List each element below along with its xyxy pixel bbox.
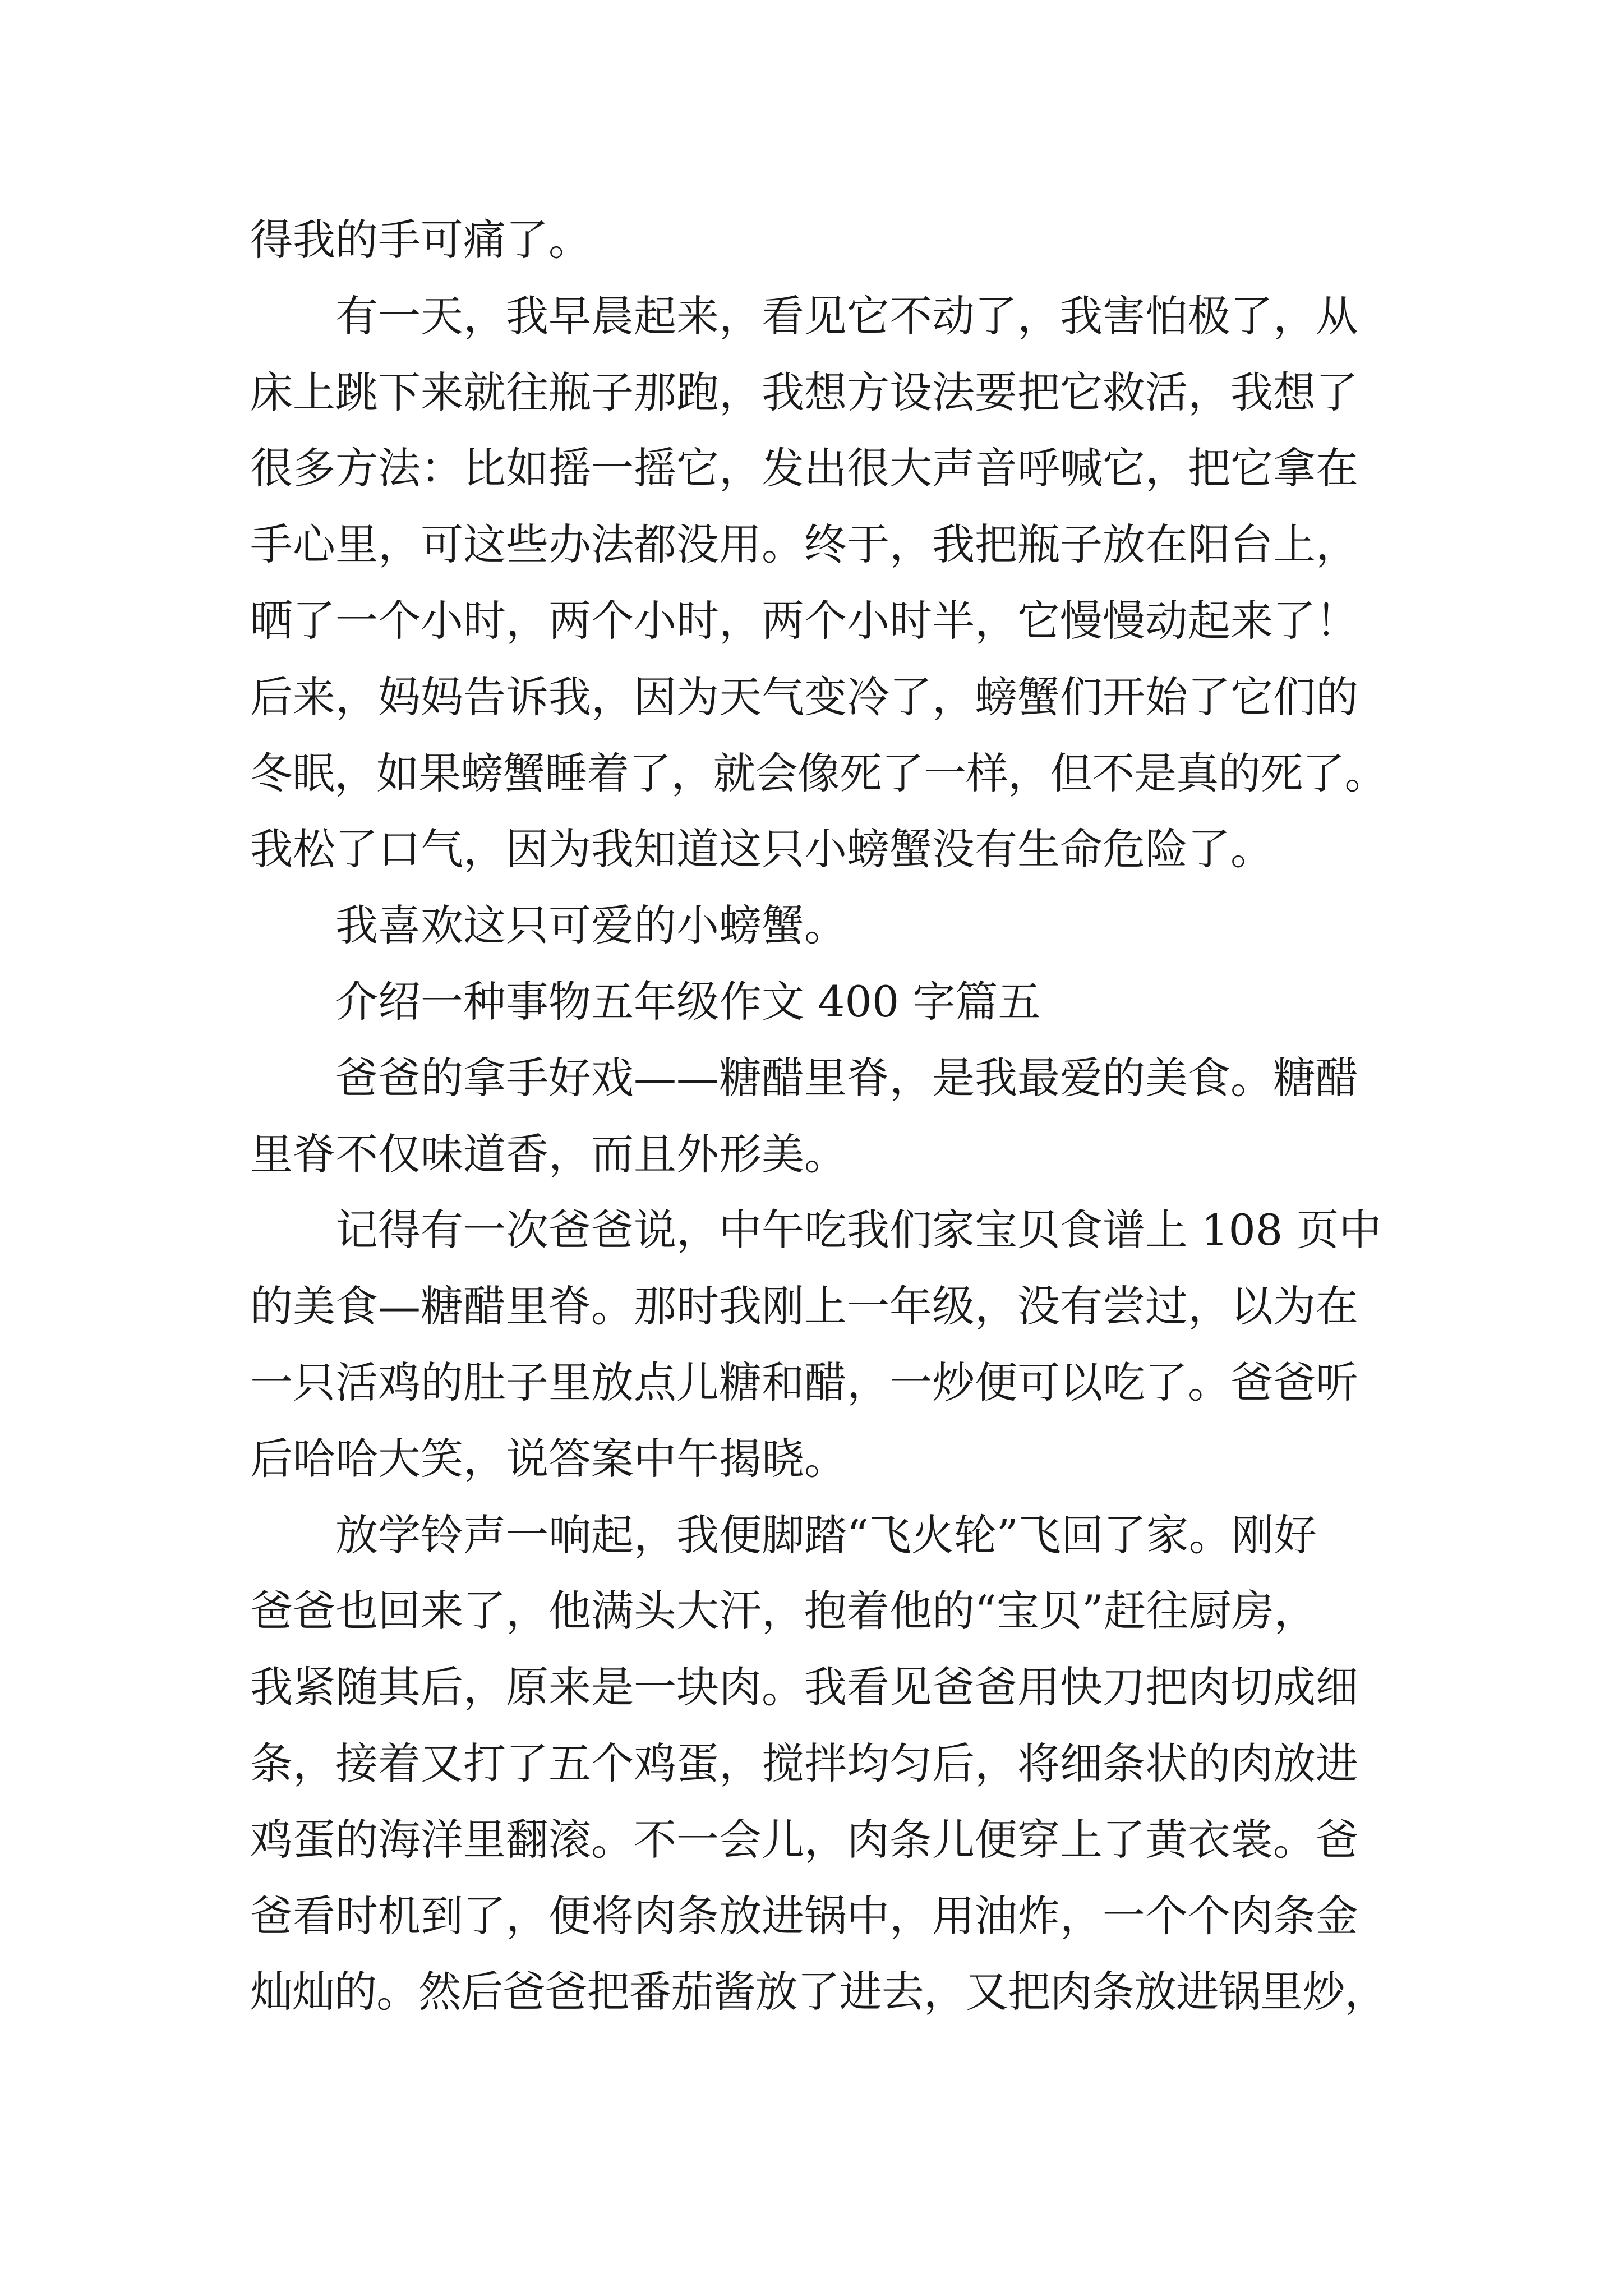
- text-line: 爸爸也回来了，他满头大汗，抱着他的“宝贝”赶往厨房，: [250, 1586, 1317, 1636]
- text-line: 灿灿的。然后爸爸把番茄酱放了进去，又把肉条放进锅里炒，: [250, 1967, 1387, 2017]
- text-line: 手心里，可这些办法都没用。终于，我把瓶子放在阳台上，: [250, 519, 1358, 570]
- text-line: 里脊不仅味道香，而且外形美。: [250, 1129, 847, 1179]
- text-line: 床上跳下来就往瓶子那跑，我想方设法要把它救活，我想了: [250, 367, 1358, 417]
- text-line: 爸爸的拿手好戏——糖醋里脊，是我最爱的美食。糖醋: [335, 1052, 1358, 1103]
- text-line: 晒了一个小时，两个小时，两个小时半，它慢慢动起来了！: [250, 595, 1358, 646]
- text-line: 后哈哈大笑，说答案中午揭晓。: [250, 1433, 847, 1484]
- text-line: 很多方法：比如摇一摇它，发出很大声音呼喊它，把它拿在: [250, 443, 1358, 494]
- text-line: 冬眠，如果螃蟹睡着了，就会像死了一样，但不是真的死了。: [250, 748, 1387, 798]
- text-line: 得我的手可痛了。: [250, 215, 591, 265]
- text-line: 我松了口气，因为我知道这只小螃蟹没有生命危险了。: [250, 824, 1273, 875]
- text-line: 介绍一种事物五年级作文 400 字篇五: [335, 976, 1041, 1027]
- text-line: 后来，妈妈告诉我，因为天气变冷了，螃蟹们开始了它们的: [250, 671, 1358, 722]
- text-line: 爸看时机到了，便将肉条放进锅中，用油炸，一个个肉条金: [250, 1890, 1358, 1941]
- text-line: 我紧随其后，原来是一块肉。我看见爸爸用快刀把肉切成细: [250, 1662, 1358, 1713]
- text-line: 记得有一次爸爸说，中午吃我们家宝贝食谱上 108 页中: [335, 1205, 1382, 1255]
- text-line: 放学铃声一响起，我便脚踏“飞火轮”飞回了家。刚好: [335, 1510, 1317, 1560]
- text-line: 鸡蛋的海洋里翻滚。不一会儿，肉条儿便穿上了黄衣裳。爸: [250, 1814, 1358, 1865]
- text-line: 条，接着又打了五个鸡蛋，搅拌均匀后，将细条状的肉放进: [250, 1738, 1358, 1788]
- text-line: 一只活鸡的肚子里放点儿糖和醋，一炒便可以吃了。爸爸听: [250, 1357, 1358, 1407]
- text-line: 有一天，我早晨起来，看见它不动了，我害怕极了，从: [335, 291, 1358, 341]
- document-body: [250, 202, 1394, 2030]
- text-line: 我喜欢这只可爱的小螃蟹。: [335, 900, 847, 951]
- text-line: 的美食—糖醋里脊。那时我刚上一年级，没有尝过，以为在: [250, 1281, 1358, 1332]
